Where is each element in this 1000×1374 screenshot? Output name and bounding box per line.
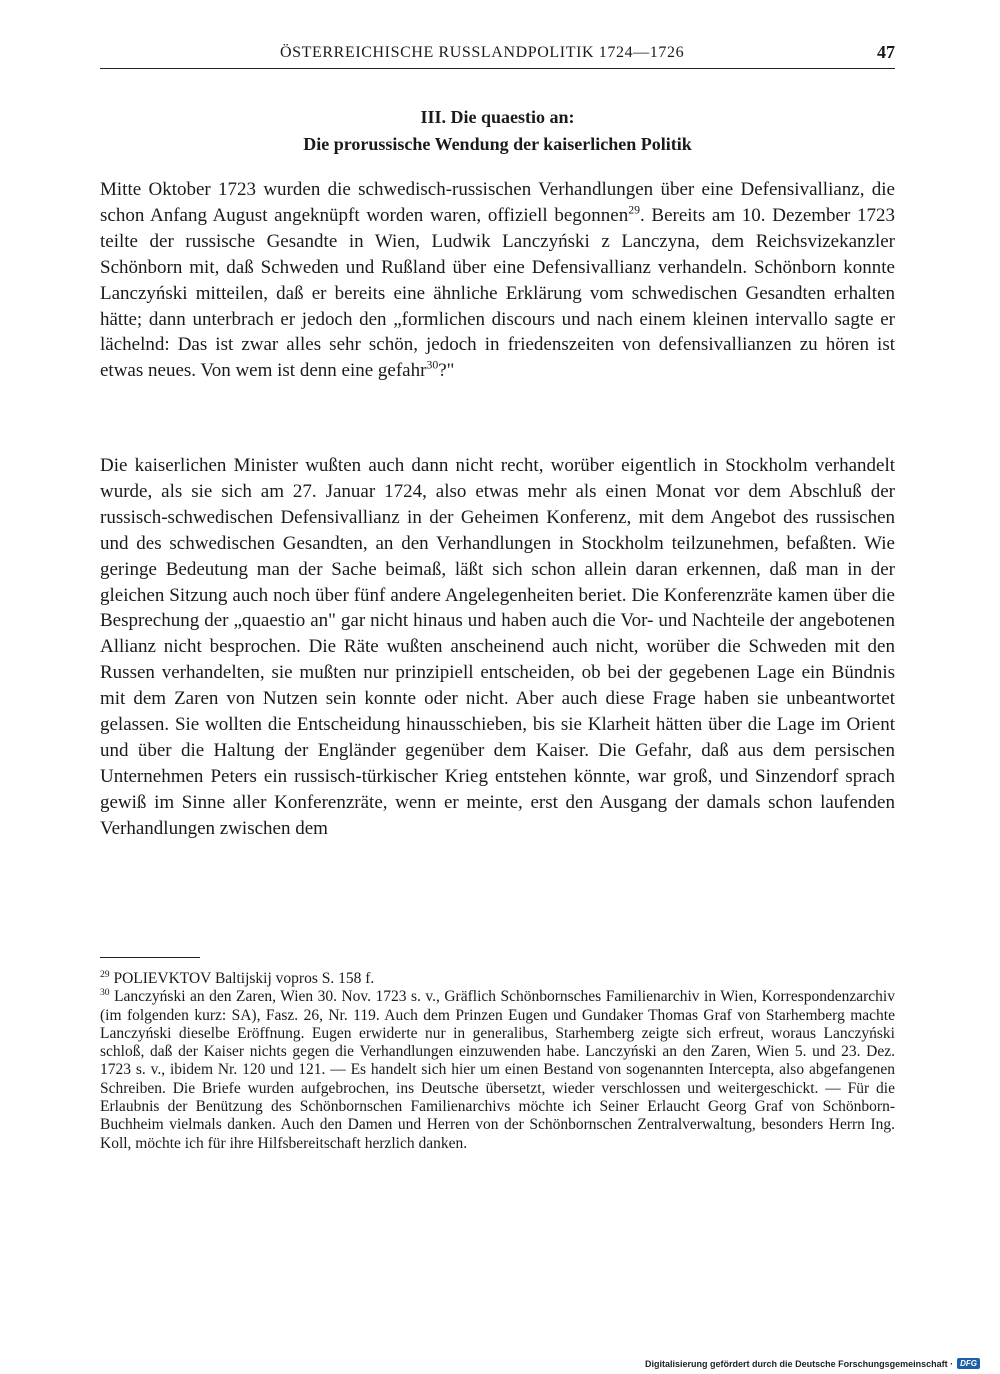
paragraph-1-text-a: Mitte Oktober 1723 wurden die schwedisch-russischen Verhandlungen über eine Defensivallianz, die schon Anfang August angeknüpft worden waren, offiziell begonnen — [100, 179, 895, 226]
footnote-number: 29 — [100, 968, 110, 980]
footnote-number: 30 — [100, 987, 110, 999]
footnotes — [100, 970, 895, 1153]
paragraph-1-text-c: ?" — [438, 360, 455, 382]
footnote-divider — [100, 957, 200, 958]
body-paragraph-2: Die kaiserlichen Minister wußten auch dann nicht recht, worüber eigentlich in Stockholm verhandelt wurde, als sie sich am 27. Januar 1724, also etwas mehr als einen Monat vor dem Abschluß der russisch-schwedischen Defensivallianz in der Geheimen Konferenz, mit dem Angebot des russischen und des schwedischen Gesandten, an den Verhandlungen in Stockholm teilzunehmen, befaßten. Wie geringe Bedeutung man der Sache beimaß, läßt sich schon allein daran erkennen, daß man in der gleichen Sitzung auch noch über fünf andere Angelegenheiten beriet. Die Konferenzräte kamen über die Besprechung der „quaestio an" gar nicht hinaus und haben auch die Vor- und Nachteile der angebotenen Allianz nicht besprochen. Die Räte wußten anscheinend auch nicht, worüber die Schweden mit den Russen verhandelten, sie mußten nur prinzipiell entscheiden, ob bei der gegebenen Lage ein Bündnis mit dem Zaren von Nutzen sein konnte oder nicht. Aber auch diese Frage haben sie unbeantwortet gelassen. Sie wollten die Entscheidung hinausschieben, bis sie Klarheit hätten über die Lage im Orient und über die Haltung der Engländer gegenüber dem Kaiser. Die Gefahr, daß aus dem persischen Unternehmen Peters ein russisch-türkischer Krieg entstehen könnte, war groß, und Sinzendorf sprach gewiß im Sinne aller Konferenzräte, wenn er meinte, erst den Ausgang der damals schon laufenden Verhandlungen zwischen dem — [100, 455, 895, 839]
footnote-30 — [100, 988, 895, 1153]
footnote-29 — [100, 970, 895, 988]
footnote-ref-29: 29 — [628, 203, 640, 217]
footnote-text: Lanczyński an den Zaren, Wien 30. Nov. 1723 s. v., Gräflich Schönbornsches Familienarchiv in Wien, Korrespondenzarchiv (im folgenden kurz: SA), Fasz. 26, Nr. 119. Auch dem Prinzen Eugen und Gundaker Thomas Graf von Starhemberg machte Lanczyński dieselbe Eröffnung. Eugen erwiderte nur in generalibus, Starhemberg zeigte sich erfreut, woraus Lanczyński schloß, daß der Kaiser nichts gegen die Verhandlungen einzuwenden habe. Lanczyński an den Zaren, Wien 5. und 23. Dez. 1723 s. v., ibidem Nr. 120 und 121. — Es handelt sich hier um einen Bestand von sogenannten Intercepta, also abgefangenen Schreiben. Die Briefe wurden aufgebrochen, ins Deutsche übersetzt, wieder verschlossen und weitergeschickt. — Für die Erlaubnis der Benützung des Schönbornschen Familienarchivs möchte ich Seiner Erlaucht Georg Graf von Schönborn-Buchheim vielmals danken. Auch den Damen und Herren von der Schönbornschen Zentralverwaltung, besonders Herrn Ing. Koll, möchte ich für ihre Hilfsbereitschaft herzlich danken. — [100, 988, 895, 1152]
paragraph-1-text-b: . Bereits am 10. Dezember 1723 teilte der russische Gesandte in Wien, Ludwik Lanczyński z Lanczyna, dem Reichsvizekanzler Schönborn mit, daß Schweden und Rußland über eine Defensivallianz verhandeln. Schönborn konnte Lanczyński mitteilen, daß er bereits eine ähnliche Erklärung vom schwedischen Gesandten erhalten hätte; dann unterbrach er jedoch den „formlichen discours und nach einem kleinen intervallo sagte er lächelnd: Das ist zwar alles sehr schön, jedoch in friedenszeiten von defensivallianzen zu hören ist etwas neues. Von wem ist denn eine gefahr — [100, 204, 895, 382]
footnote-text: POLIEVKTOV Baltijskij vopros S. 158 f. — [113, 970, 375, 987]
dfg-logo: DFG — [957, 1358, 980, 1369]
body-paragraph-1 — [100, 177, 895, 384]
credit-text: Digitalisierung gefördert durch die Deutsche Forschungsgemeinschaft · — [645, 1358, 954, 1369]
section-subtitle: Die prorussische Wendung der kaiserlichen Politik — [303, 134, 692, 154]
footnote-ref-30: 30 — [426, 359, 439, 373]
digitization-credit — [645, 1358, 980, 1369]
running-header — [100, 44, 895, 69]
running-title: ÖSTERREICHISCHE RUSSLANDPOLITIK 1724—1726 — [280, 44, 685, 61]
section-number-title: III. Die quaestio an: — [420, 107, 575, 127]
page-number: 47 — [877, 42, 895, 62]
